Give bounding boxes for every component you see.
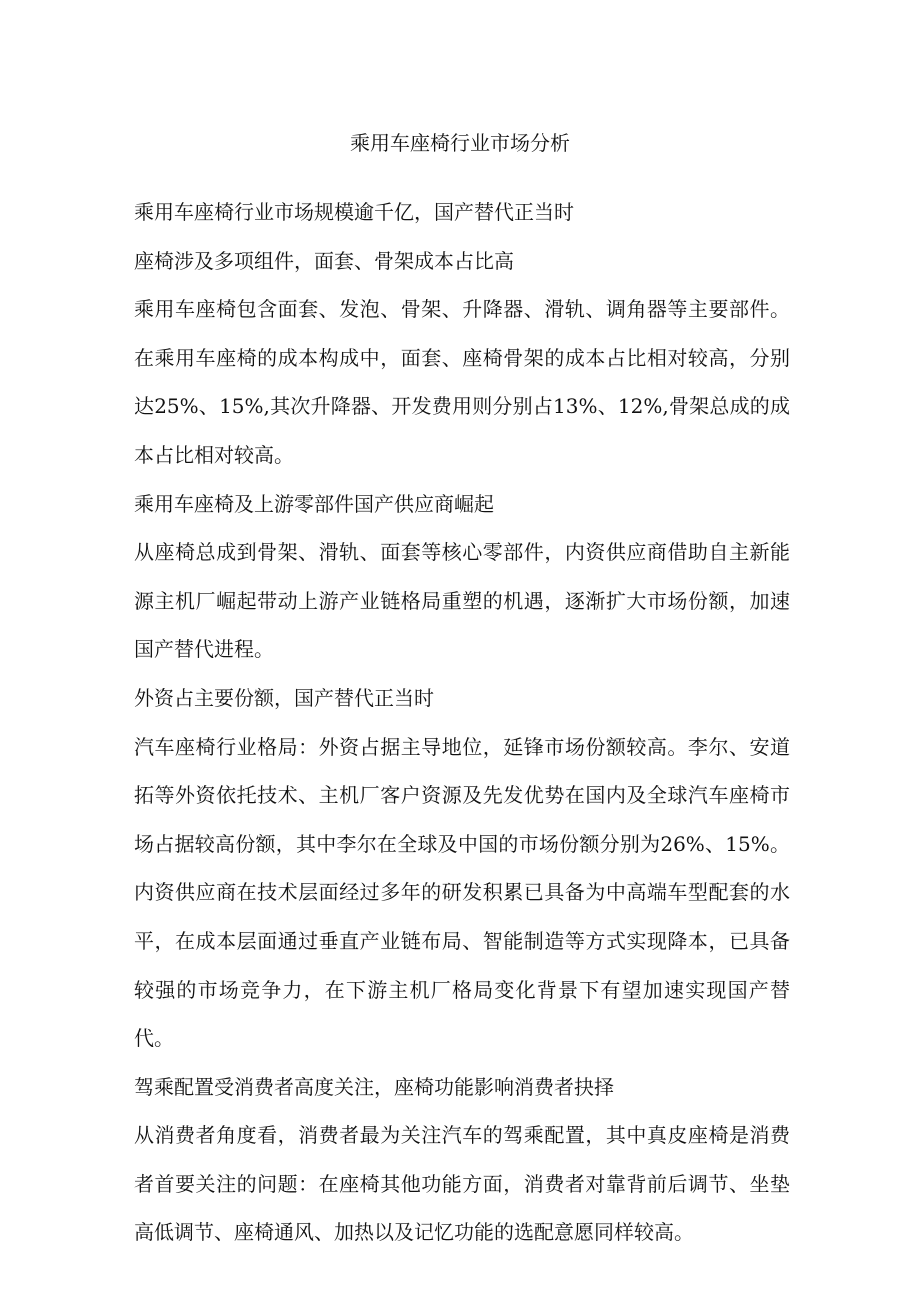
section-heading-domestic-suppliers: 乘用车座椅及上游零部件国产供应商崛起 <box>134 491 494 516</box>
paragraph-industry-landscape: 汽车座椅行业格局：外资占据主导地位，延锋市场份额较高。李尔、安道拓等外资依托技术、主机厂客户资源及先发优势在国内及全球汽车座椅市场占据较高份额，其中李尔在全球及中国的市场份额分别为26%、15%。内资供应商在技术层面经过多年的研发积累已具备为中高端车型配套的水平，在成本层面通过垂直产业链布局、智能制造等方式实现降本，已具备较强的市场竞争力，在下游主机厂格局变化背景下有望加速实现国产替代。 <box>134 734 790 1051</box>
paragraph-cost-structure: 乘用车座椅包含面套、发泡、骨架、升降器、滑轨、调角器等主要部件。在乘用车座椅的成本构成中，面套、座椅骨架的成本占比相对较高，分别达25%、15%,其次升降器、开发费用则分别占13%、12%,骨架总成的成本占比相对较高。 <box>134 297 790 467</box>
paragraph-consumer-preferences: 从消费者角度看，消费者最为关注汽车的驾乘配置，其中真皮座椅是消费者首要关注的问题：在座椅其他功能方面，消费者对靠背前后调节、坐垫高低调节、座椅通风、加热以及记忆功能的选配意愿同样较高。 <box>134 1123 790 1245</box>
document-body <box>134 188 790 1257</box>
section-heading-components: 座椅涉及多项组件，面套、骨架成本占比高 <box>134 248 514 273</box>
section-heading-market-size: 乘用车座椅行业市场规模逾千亿，国产替代正当时 <box>134 200 574 224</box>
paragraph-domestic-suppliers: 从座椅总成到骨架、滑轨、面套等核心零部件，内资供应商借助自主新能源主机厂崛起带动上游产业链格局重塑的机遇，逐渐扩大市场份额，加速国产替代进程。 <box>134 540 790 662</box>
section-heading-consumer-attention: 驾乘配置受消费者高度关注，座椅功能影响消费者抉择 <box>134 1074 614 1099</box>
section-heading-foreign-share: 外资占主要份额，国产替代正当时 <box>134 685 434 710</box>
document-title: 乘用车座椅行业市场分析 <box>350 131 570 155</box>
